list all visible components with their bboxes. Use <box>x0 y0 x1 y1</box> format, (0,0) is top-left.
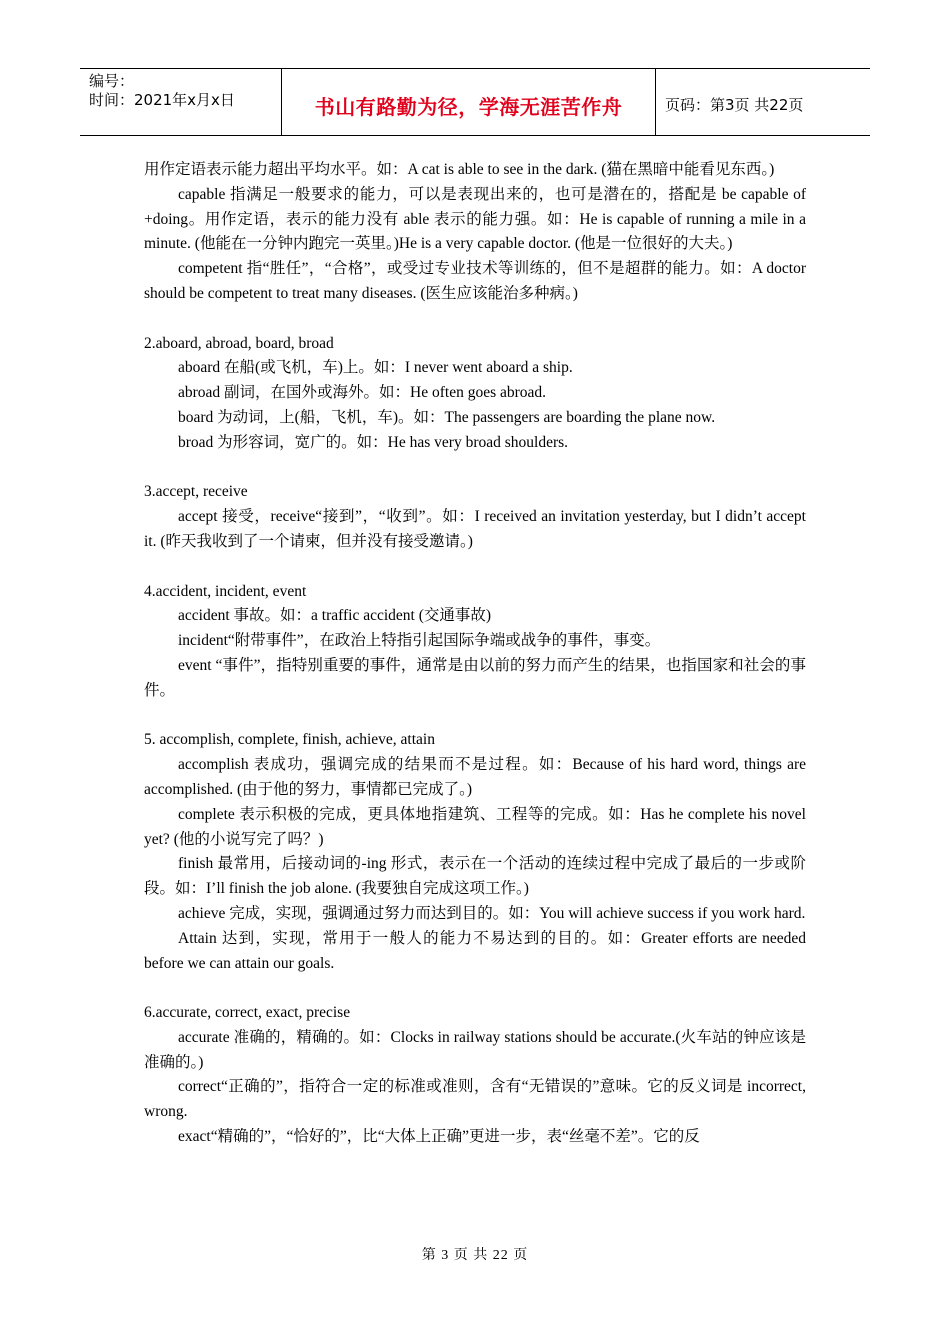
section-heading: 2.aboard, abroad, board, broad <box>144 334 334 352</box>
header-motto-cell <box>282 69 656 135</box>
section-heading: 4.accident, incident, event <box>144 582 307 600</box>
section-heading: 5. accomplish, complete, finish, achieve, attain <box>144 731 435 749</box>
paragraph: 用作定语表示能力超出平均水平。如：A cat is able to see in the dark. (猫在黑暗中能看见东西。) <box>144 161 775 178</box>
number-label: 编号： <box>89 72 135 90</box>
page-footer: 第 3 页 共 22 页 <box>421 1248 529 1263</box>
paragraph: accident 事故。如：a traffic accident (交通事故) <box>178 607 492 625</box>
motto: 书山有路勤为径，学海无涯苦作舟 <box>314 94 623 119</box>
paragraph: event “事件”，指特别重要的事件，通常是由以前的努力而产生的结果，也指国家和社会的事件。 <box>144 656 806 699</box>
paragraph: exact“精确的”，“恰好的”，比“大体上正确”更进一步，表“丝毫不差”。它的反 <box>178 1128 700 1146</box>
paragraph: board 为动词，上(船，飞机，车)。如：The passengers are boarding the plane now. <box>178 408 716 426</box>
paragraph: accurate 准确的，精确的。如：Clocks in railway stations should be accurate.(火车站的钟应该是准确的。) <box>144 1028 806 1071</box>
paragraph: incident“附带事件”，在政治上特指引起国际争端或战争的事件，事变。 <box>178 632 661 650</box>
blank-line <box>144 976 806 1001</box>
paragraph: accept 接受，receive“接到”，“收到”。如：I received an invitation yesterday, but I didn’t accept it. (昨天我收到了一个请柬，但并没有接受邀请。) <box>144 508 806 550</box>
paragraph: abroad 副词，在国外或海外。如：He often goes abroad. <box>178 384 547 402</box>
paragraph: Attain 达到，实现，常用于一般人的能力不易达到的目的。如：Greater efforts are needed before we can attain our goals. <box>144 929 806 972</box>
section-heading: 3.accept, receive <box>144 483 248 501</box>
paragraph: finish 最常用，后接动词的-ing 形式，表示在一个活动的连续过程中完成了最后的一步或阶段。如：I’ll finish the job alone. (我要独自完成这项工作。) <box>144 855 806 898</box>
blank-line <box>144 456 806 481</box>
paragraph: accomplish 表成功，强调完成的结果而不是过程。如：Because of his hard word, things are accomplished. (由于他的努力，事情都已完成了。) <box>144 756 806 798</box>
paragraph: achieve 完成，实现，强调通过努力而达到目的。如：You will achieve success if you work hard. <box>178 904 806 922</box>
paragraph: competent 指“胜任”，“合格”，或受过专业技术等训练的，但不是超群的能力。如：A doctor should be competent to treat many diseases. (医生应该能治多种病。) <box>144 260 806 302</box>
paragraph: aboard 在船(或飞机，车)上。如：I never went aboard a ship. <box>178 359 573 377</box>
paragraph: broad 为形容词，宽广的。如：He has very broad shoulders. <box>178 433 569 451</box>
blank-line <box>144 555 806 580</box>
blank-line <box>144 704 806 729</box>
page-header <box>80 68 870 136</box>
header-page-cell <box>656 69 870 135</box>
document-body <box>144 158 806 1150</box>
paragraph: complete 表示积极的完成，更具体地指建筑、工程等的完成。如：Has he complete his novel yet? (他的小说写完了吗？) <box>144 805 806 848</box>
section-heading: 6.accurate, correct, exact, precise <box>144 1004 351 1022</box>
blank-line <box>144 307 806 332</box>
paragraph: capable 指满足一般要求的能力，可以是表现出来的，也可是潜在的，搭配是 be capable of +doing。用作定语，表示的能力没有 able 表示的能力强。如：He is capable of running a mile in a minute. (他能在一分钟内跑完一英里。)He is a very capable doctor. (他是一位很好的大夫。) <box>144 185 806 253</box>
time-label: 时间：2021年x月x日 <box>89 91 235 109</box>
header-meta <box>80 69 282 135</box>
page-number-label: 页码：第3页 共22页 <box>665 95 804 114</box>
paragraph: correct“正确的”，指符合一定的标准或准则，含有“无错误的”意味。它的反义词是 incorrect, wrong. <box>144 1078 806 1121</box>
